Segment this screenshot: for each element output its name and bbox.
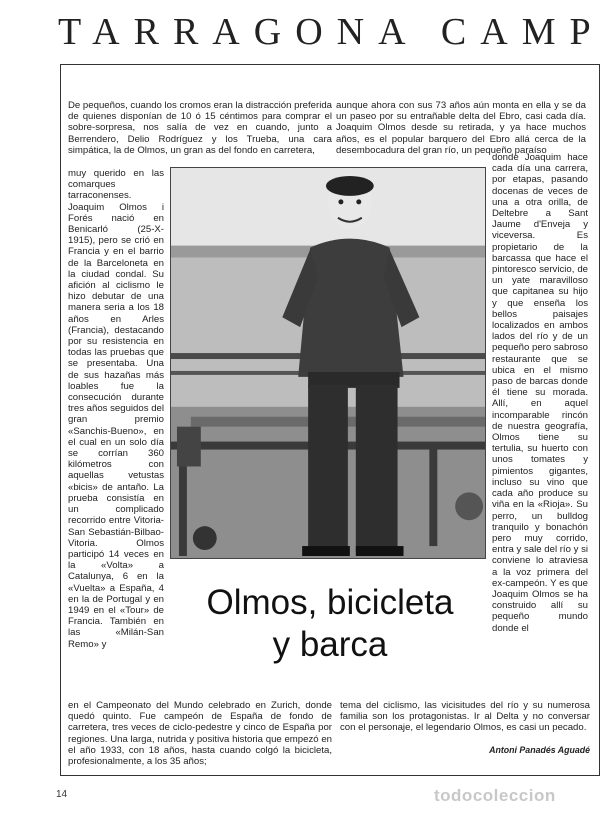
man-on-riverbank-image <box>171 168 485 558</box>
paragraph: aunque ahora con sus 73 años aún monta en ella y se da un paseo por su entrañable delta del Ebro, casi cada día. Joaquim Olmos desde su retirada, y ya hace muchos años, es el popular barquero del Ebro allá cerca de la desembocadura del gran río, un pequeño paraíso <box>336 100 586 156</box>
headline-line: Olmos, bicicleta <box>206 583 454 622</box>
article-text-bottom-right <box>340 700 590 742</box>
page-number: 14 <box>56 789 68 800</box>
paragraph: en el Campeonato del Mundo celebrado en Zurich, donde quedó quinto. Fue campeón de España de fondo de carretera, tres veces de ciclo-pedestre y cinco de España por regiones. Una larga, nutrida y positiva historia que empezó en el año 1933, con 18 años, hasta cuando colgó la bicicleta, profesionalmente, a los 35 años; <box>68 700 332 768</box>
watermark: todocoleccion <box>434 786 556 805</box>
paragraph: muy querido en las comarques tarraconenses. Joaquim Olmos i Forés nació en Benicarló (25-X-1915), pero se crió en Francia y en el barrio de la Barceloneta en la ciudad condal. Su afición al ciclismo le hizo debutar de una manera seria a los 18 años en Arles (Francia), destacando por su resistencia en todas las pruebas que se presentaba. Una de sus hazañas más loables fue la consecución durante tres años seguidos del gran premio «Sanchis-Bueno», en el cual en un solo día se corrían 360 kilómetros con aquellas vetustas «bicis» de antaño. La prueba consistía en un complicado recorrido entre Vitoria-San Sebastián-Bilbao-Vitoria. Olmos participó 14 veces en la «Volta» a Catalunya, 6 en la «Vuelta» a España, 4 en la de Portugal y en 1949 en el «Tour» de Francia. También en las «Milán-San Remo» y <box>68 168 164 650</box>
paragraph: De pequeños, cuando los cromos eran la distracción preferida de quienes disponían de 10 ó 15 céntimos para comprar el sobre-sorpresa, nos salía de vez en cuando, junto a Berrendero, Delio Rodríguez y los Trueba, una cara simpática, la de Olmos, un gran as del fondo en carretera, <box>68 100 332 156</box>
paragraph: tema del ciclismo, las vicisitudes del río y su numerosa familia son los protagonistas. Ir al Delta y no conversar con el personaje, el legendario Olmos, es casi un pecado. <box>340 700 590 734</box>
article-text-right-column <box>492 152 588 700</box>
article-text-bottom-left <box>68 700 332 776</box>
article-text-top-right <box>336 100 586 156</box>
headline-line: y barca <box>272 625 388 664</box>
masthead-title: TARRAGONA CAMP <box>58 11 605 53</box>
paragraph: donde Joaquim hace cada día una carrera, por etapas, pasando docenas de veces de una a otra orilla, de Deltebre a Sant Jaume d'Enveja y viceversa. Es propietario de la barcassa que hace el pintoresco servicio, de un yate maravilloso que capitanea su hijo y que enseña los bellos paisajes localizados en ambos lados del río y de un pequeño pero sabroso restaurante que se ubica en el mismo paso de barcas donde él tiene su morada. Allí, en aquel incomparable rincón de nuestra geografía, Olmos tiene su tertulia, su huerto con unos tomates y pimientos gigantes, incluso su vino que cada año produce su viña en la «Rioja». Su perro, un bulldog tranquilo y bonachón pero muy corrido, entra y sale del río y si conviene lo atraviesa a la voz primera del ex-campeón. Y es que Joaquim Olmos se ha construido allí su pequeño mundo donde el <box>492 152 588 634</box>
author-byline: Antoni Panadés Aguadé <box>489 745 590 755</box>
article-text-left-column <box>68 168 164 708</box>
headline <box>170 582 490 666</box>
portrait-photo <box>170 167 486 559</box>
article-text-top-left <box>68 100 332 170</box>
